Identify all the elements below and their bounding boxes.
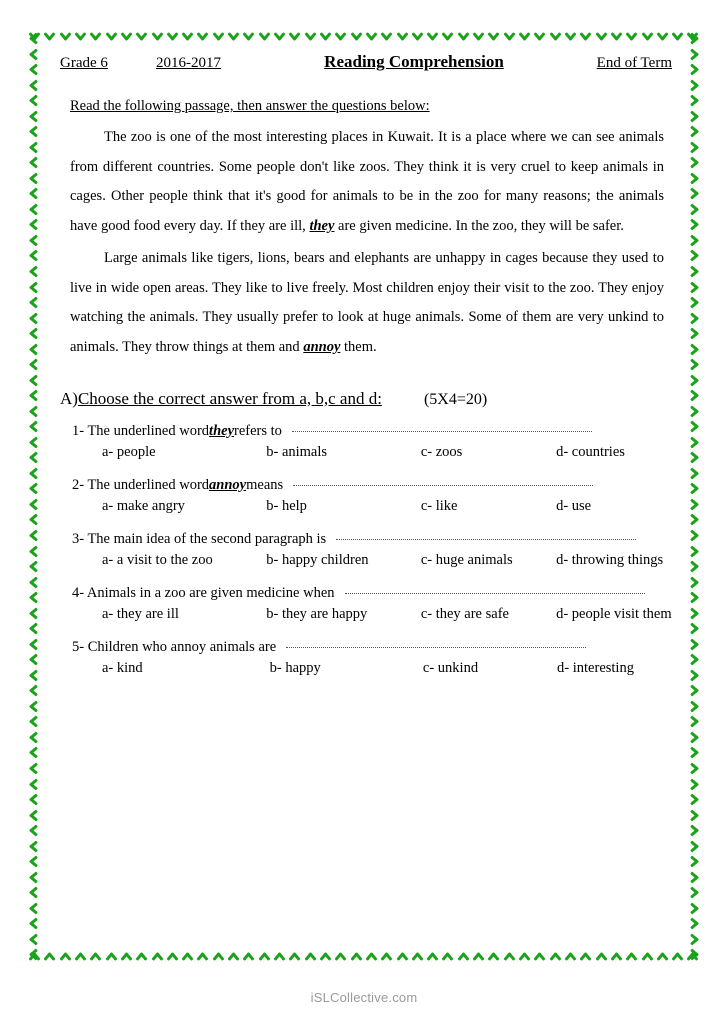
chevron-icon (687, 79, 700, 92)
chevron-icon (28, 218, 41, 231)
chevron-icon (28, 420, 41, 433)
chevron-icon (304, 32, 317, 45)
chevron-icon (28, 902, 41, 915)
chevron-icon (687, 560, 700, 573)
chevron-icon (28, 281, 41, 294)
chevron-icon (687, 94, 700, 107)
chevron-icon (687, 63, 700, 76)
chevron-icon (28, 327, 41, 340)
chevron-icon (656, 949, 669, 962)
chevron-icon (687, 513, 700, 526)
chevron-icon (28, 125, 41, 138)
reading-instruction: Read the following passage, then answer the questions below: (70, 98, 430, 114)
chevron-icon (28, 234, 41, 247)
passage-paragraph-1 (70, 123, 664, 242)
chevron-icon (687, 778, 700, 791)
page-title: Reading Comprehension (324, 52, 504, 71)
question-list (60, 423, 672, 677)
chevron-icon (28, 576, 41, 589)
chevron-icon (687, 545, 700, 558)
passage-p1-part-b: are given medicine. In the zoo, they will be safer. (334, 218, 624, 235)
chevron-icon (28, 715, 41, 728)
chevron-icon (687, 187, 700, 200)
chevron-icon (687, 529, 700, 542)
chevron-icon (441, 32, 454, 45)
chevron-icon (579, 32, 592, 45)
chevron-icon (28, 513, 41, 526)
chevron-icon (28, 529, 41, 542)
chevron-icon (28, 110, 41, 123)
option-row (102, 660, 672, 677)
chevron-icon (687, 498, 700, 511)
chevron-icon (472, 949, 485, 962)
chevron-icon (487, 32, 500, 45)
chevron-icon (28, 312, 41, 325)
chevron-icon (28, 172, 41, 185)
chevron-icon (181, 949, 194, 962)
chevron-icon (319, 32, 332, 45)
option-choice[interactable]: b- happy (269, 659, 321, 676)
chevron-icon (518, 949, 531, 962)
chevron-icon (533, 32, 546, 45)
chevron-icon (28, 296, 41, 309)
chevron-icon (610, 949, 623, 962)
question-stem: 2- The underlined word (72, 476, 210, 493)
question-text (72, 423, 672, 440)
question-text (72, 531, 672, 548)
chevron-icon (28, 840, 41, 853)
chevron-icon (641, 949, 654, 962)
option-choice[interactable]: d- people visit them (556, 605, 672, 622)
chevron-icon (151, 949, 164, 962)
chevron-icon (579, 949, 592, 962)
chevron-icon (242, 32, 255, 45)
chevron-icon (258, 949, 271, 962)
question-block (60, 477, 672, 515)
answer-blank[interactable] (293, 485, 593, 486)
option-choice[interactable]: b- happy children (266, 551, 369, 568)
chevron-icon (687, 374, 700, 387)
option-choice[interactable]: c- like (420, 497, 458, 514)
chevron-icon (59, 32, 72, 45)
chevron-icon (687, 405, 700, 418)
chevron-icon (687, 312, 700, 325)
chevron-icon (396, 32, 409, 45)
chevron-icon (28, 948, 41, 961)
chevron-icon (166, 949, 179, 962)
chevron-icon (687, 467, 700, 480)
chevron-icon (350, 949, 363, 962)
chevron-icon (595, 949, 608, 962)
chevron-icon (687, 110, 700, 123)
option-choice[interactable]: d- throwing things (556, 551, 664, 568)
border-bottom (28, 949, 700, 962)
chevron-icon (656, 32, 669, 45)
chevron-icon (28, 63, 41, 76)
chevron-icon (687, 793, 700, 806)
chevron-icon (380, 32, 393, 45)
chevron-icon (687, 576, 700, 589)
chevron-icon (28, 855, 41, 868)
chevron-icon (687, 172, 700, 185)
section-a-title: Choose the correct answer from a, b,c and d: (77, 388, 382, 408)
chevron-icon (120, 949, 133, 962)
chevron-icon (457, 949, 470, 962)
chevron-icon (457, 32, 470, 45)
chevron-icon (396, 949, 409, 962)
chevron-icon (227, 949, 240, 962)
chevron-icon (28, 467, 41, 480)
chevron-icon (28, 482, 41, 495)
chevron-icon (687, 824, 700, 837)
chevron-icon (28, 778, 41, 791)
question-stem-suffix: refers to (234, 422, 282, 439)
option-row (102, 606, 672, 623)
chevron-icon (28, 32, 41, 45)
question-text (72, 639, 672, 656)
chevron-icon (28, 358, 41, 371)
chevron-icon (687, 886, 700, 899)
chevron-icon (28, 545, 41, 558)
chevron-icon (28, 684, 41, 697)
chevron-icon (687, 265, 700, 278)
passage-p2-part-b: them. (340, 339, 377, 356)
chevron-icon (687, 327, 700, 340)
chevron-icon (687, 731, 700, 744)
option-choice[interactable]: b- they are happy (266, 605, 368, 622)
chevron-icon (687, 281, 700, 294)
chevron-icon (258, 32, 271, 45)
reading-passage (70, 123, 664, 363)
chevron-icon (28, 871, 41, 884)
chevron-icon (28, 560, 41, 573)
question-stem: 5- Children who annoy animals are (72, 638, 277, 655)
chevron-icon (28, 669, 41, 682)
option-row (102, 552, 672, 569)
chevron-icon (28, 949, 41, 962)
chevron-icon (687, 902, 700, 915)
option-row (102, 444, 672, 461)
chevron-icon (28, 79, 41, 92)
chevron-icon (564, 949, 577, 962)
chevron-icon (28, 141, 41, 154)
chevron-icon (687, 840, 700, 853)
chevron-icon (687, 203, 700, 216)
chevron-icon (533, 949, 546, 962)
chevron-icon (687, 746, 700, 759)
question-text (72, 585, 672, 602)
chevron-icon (28, 607, 41, 620)
chevron-icon (687, 762, 700, 775)
chevron-icon (687, 638, 700, 651)
chevron-icon (28, 824, 41, 837)
chevron-icon (227, 32, 240, 45)
option-choice[interactable]: b- help (266, 497, 307, 514)
chevron-icon (28, 32, 41, 45)
chevron-icon (28, 731, 41, 744)
chevron-icon (28, 436, 41, 449)
worksheet-content (60, 52, 672, 693)
chevron-icon (687, 218, 700, 231)
chevron-icon (686, 32, 699, 45)
chevron-icon (487, 949, 500, 962)
chevron-icon (166, 32, 179, 45)
chevron-icon (549, 949, 562, 962)
option-choice[interactable]: d- use (556, 497, 592, 514)
answer-blank[interactable] (292, 431, 592, 432)
chevron-icon (350, 32, 363, 45)
chevron-icon (687, 933, 700, 946)
chevron-icon (595, 32, 608, 45)
chevron-icon (365, 32, 378, 45)
chevron-icon (28, 389, 41, 402)
chevron-icon (687, 32, 700, 45)
chevron-icon (687, 607, 700, 620)
chevron-icon (89, 949, 102, 962)
section-a-heading (60, 389, 672, 409)
term-label: End of Term (596, 55, 672, 71)
option-row (102, 498, 672, 515)
chevron-icon (687, 141, 700, 154)
chevron-icon (135, 32, 148, 45)
question-stem: 1- The underlined word (72, 422, 210, 439)
passage-paragraph-2 (70, 244, 664, 363)
chevron-icon (687, 669, 700, 682)
chevron-icon (120, 32, 133, 45)
chevron-icon (28, 638, 41, 651)
chevron-icon (687, 684, 700, 697)
chevron-icon (28, 374, 41, 387)
question-keyword: annoy (209, 476, 247, 493)
option-choice[interactable]: d- interesting (557, 659, 634, 676)
chevron-icon (28, 187, 41, 200)
chevron-icon (288, 32, 301, 45)
chevron-icon (564, 32, 577, 45)
chevron-icon (28, 809, 41, 822)
chevron-icon (28, 48, 41, 61)
chevron-icon (334, 949, 347, 962)
chevron-icon (151, 32, 164, 45)
section-a-marks: (5X4=20) (423, 390, 488, 408)
chevron-icon (687, 809, 700, 822)
question-stem-suffix: means (246, 476, 284, 493)
chevron-icon (89, 32, 102, 45)
chevron-icon (687, 234, 700, 247)
answer-blank[interactable] (336, 539, 636, 540)
question-block (60, 423, 672, 461)
chevron-icon (319, 949, 332, 962)
chevron-icon (28, 343, 41, 356)
section-a-label: A) (60, 388, 78, 408)
passage-p1-part-a: The zoo is one of the most interesting places in Kuwait. It is a place where we can see animals from different countries. Some people don't like zoos. They think it is very cruel to keep animals in cages. Other people think that it's good for animals to be in the zoo for many reasons; the animals have good food every day. If they are ill, (70, 129, 664, 235)
chevron-icon (610, 32, 623, 45)
chevron-icon (503, 32, 516, 45)
chevron-icon (105, 949, 118, 962)
chevron-icon (687, 156, 700, 169)
passage-p1-keyword: they (309, 218, 335, 235)
chevron-icon (686, 949, 699, 962)
chevron-icon (441, 949, 454, 962)
chevron-icon (105, 32, 118, 45)
chevron-icon (28, 203, 41, 216)
border-left (28, 32, 41, 962)
chevron-icon (28, 156, 41, 169)
chevron-icon (28, 498, 41, 511)
chevron-icon (28, 265, 41, 278)
chevron-icon (242, 949, 255, 962)
chevron-icon (687, 653, 700, 666)
chevron-icon (671, 32, 684, 45)
option-choice[interactable]: c- huge animals (420, 551, 513, 568)
watermark: iSLCollective.com (310, 990, 418, 1005)
chevron-icon (687, 855, 700, 868)
border-top (28, 32, 700, 45)
option-choice[interactable]: a- make angry (102, 497, 185, 514)
option-choice[interactable]: b- animals (266, 443, 328, 460)
chevron-icon (365, 949, 378, 962)
option-choice[interactable]: c- they are safe (420, 605, 509, 622)
chevron-icon (28, 591, 41, 604)
option-choice[interactable]: a- a visit to the zoo (102, 551, 213, 568)
chevron-icon (687, 591, 700, 604)
option-choice[interactable]: c- unkind (422, 659, 479, 676)
chevron-icon (28, 653, 41, 666)
chevron-icon (74, 32, 87, 45)
question-stem: 3- The main idea of the second paragraph is (72, 530, 327, 547)
chevron-icon (687, 482, 700, 495)
chevron-icon (28, 933, 41, 946)
chevron-icon (411, 32, 424, 45)
chevron-icon (687, 917, 700, 930)
chevron-icon (687, 715, 700, 728)
chevron-icon (181, 32, 194, 45)
chevron-icon (288, 949, 301, 962)
option-choice[interactable]: d- countries (556, 443, 625, 460)
chevron-icon (687, 451, 700, 464)
chevron-icon (28, 746, 41, 759)
chevron-icon (687, 296, 700, 309)
question-text (72, 477, 672, 494)
chevron-icon (671, 949, 684, 962)
chevron-icon (687, 125, 700, 138)
chevron-icon (196, 32, 209, 45)
chevron-icon (625, 949, 638, 962)
chevron-icon (196, 949, 209, 962)
chevron-icon (212, 32, 225, 45)
chevron-icon (687, 436, 700, 449)
chevron-icon (43, 949, 56, 962)
passage-p2-part-a: Large animals like tigers, lions, bears and elephants are unhappy in cages because they used to live in wide open areas. They like to live freely. Most children enjoy their visit to the zoo. They enjoy watching the animals. They usually prefer to look at huge animals. Some of them are very unkind to animals. They throw things at them and (70, 249, 664, 356)
chevron-icon (273, 949, 286, 962)
chevron-icon (687, 871, 700, 884)
chevron-icon (28, 249, 41, 262)
question-block (60, 585, 672, 623)
chevron-icon (426, 949, 439, 962)
chevron-icon (28, 762, 41, 775)
border-right (687, 32, 700, 962)
academic-year-label: 2016-2017 (156, 55, 221, 71)
chevron-icon (549, 32, 562, 45)
chevron-icon (135, 949, 148, 962)
chevron-icon (687, 358, 700, 371)
option-choice[interactable]: c- zoos (420, 443, 463, 460)
chevron-icon (43, 32, 56, 45)
chevron-icon (687, 420, 700, 433)
chevron-icon (380, 949, 393, 962)
chevron-icon (503, 949, 516, 962)
chevron-icon (426, 32, 439, 45)
option-choice[interactable]: a- kind (102, 659, 143, 676)
answer-blank[interactable] (345, 593, 645, 594)
chevron-icon (28, 451, 41, 464)
chevron-icon (273, 32, 286, 45)
chevron-icon (641, 32, 654, 45)
chevron-icon (687, 343, 700, 356)
chevron-icon (687, 389, 700, 402)
chevron-icon (472, 32, 485, 45)
question-keyword: they (209, 422, 235, 439)
chevron-icon (28, 793, 41, 806)
question-stem: 4- Animals in a zoo are given medicine when (72, 584, 335, 601)
chevron-icon (28, 700, 41, 713)
question-block (60, 639, 672, 677)
chevron-icon (28, 886, 41, 899)
chevron-icon (518, 32, 531, 45)
chevron-icon (28, 94, 41, 107)
answer-blank[interactable] (286, 647, 586, 648)
chevron-icon (411, 949, 424, 962)
chevron-icon (334, 32, 347, 45)
chevron-icon (74, 949, 87, 962)
chevron-icon (625, 32, 638, 45)
chevron-icon (28, 405, 41, 418)
chevron-icon (28, 917, 41, 930)
chevron-icon (28, 622, 41, 635)
option-choice[interactable]: a- people (102, 443, 156, 460)
option-choice[interactable]: a- they are ill (102, 605, 179, 622)
question-block (60, 531, 672, 569)
chevron-icon (687, 249, 700, 262)
chevron-icon (687, 622, 700, 635)
passage-p2-keyword: annoy (303, 339, 341, 356)
chevron-icon (687, 948, 700, 961)
worksheet-header (60, 52, 672, 72)
chevron-icon (687, 48, 700, 61)
chevron-icon (687, 700, 700, 713)
chevron-icon (59, 949, 72, 962)
grade-label: Grade 6 (60, 55, 108, 71)
chevron-icon (212, 949, 225, 962)
chevron-icon (304, 949, 317, 962)
